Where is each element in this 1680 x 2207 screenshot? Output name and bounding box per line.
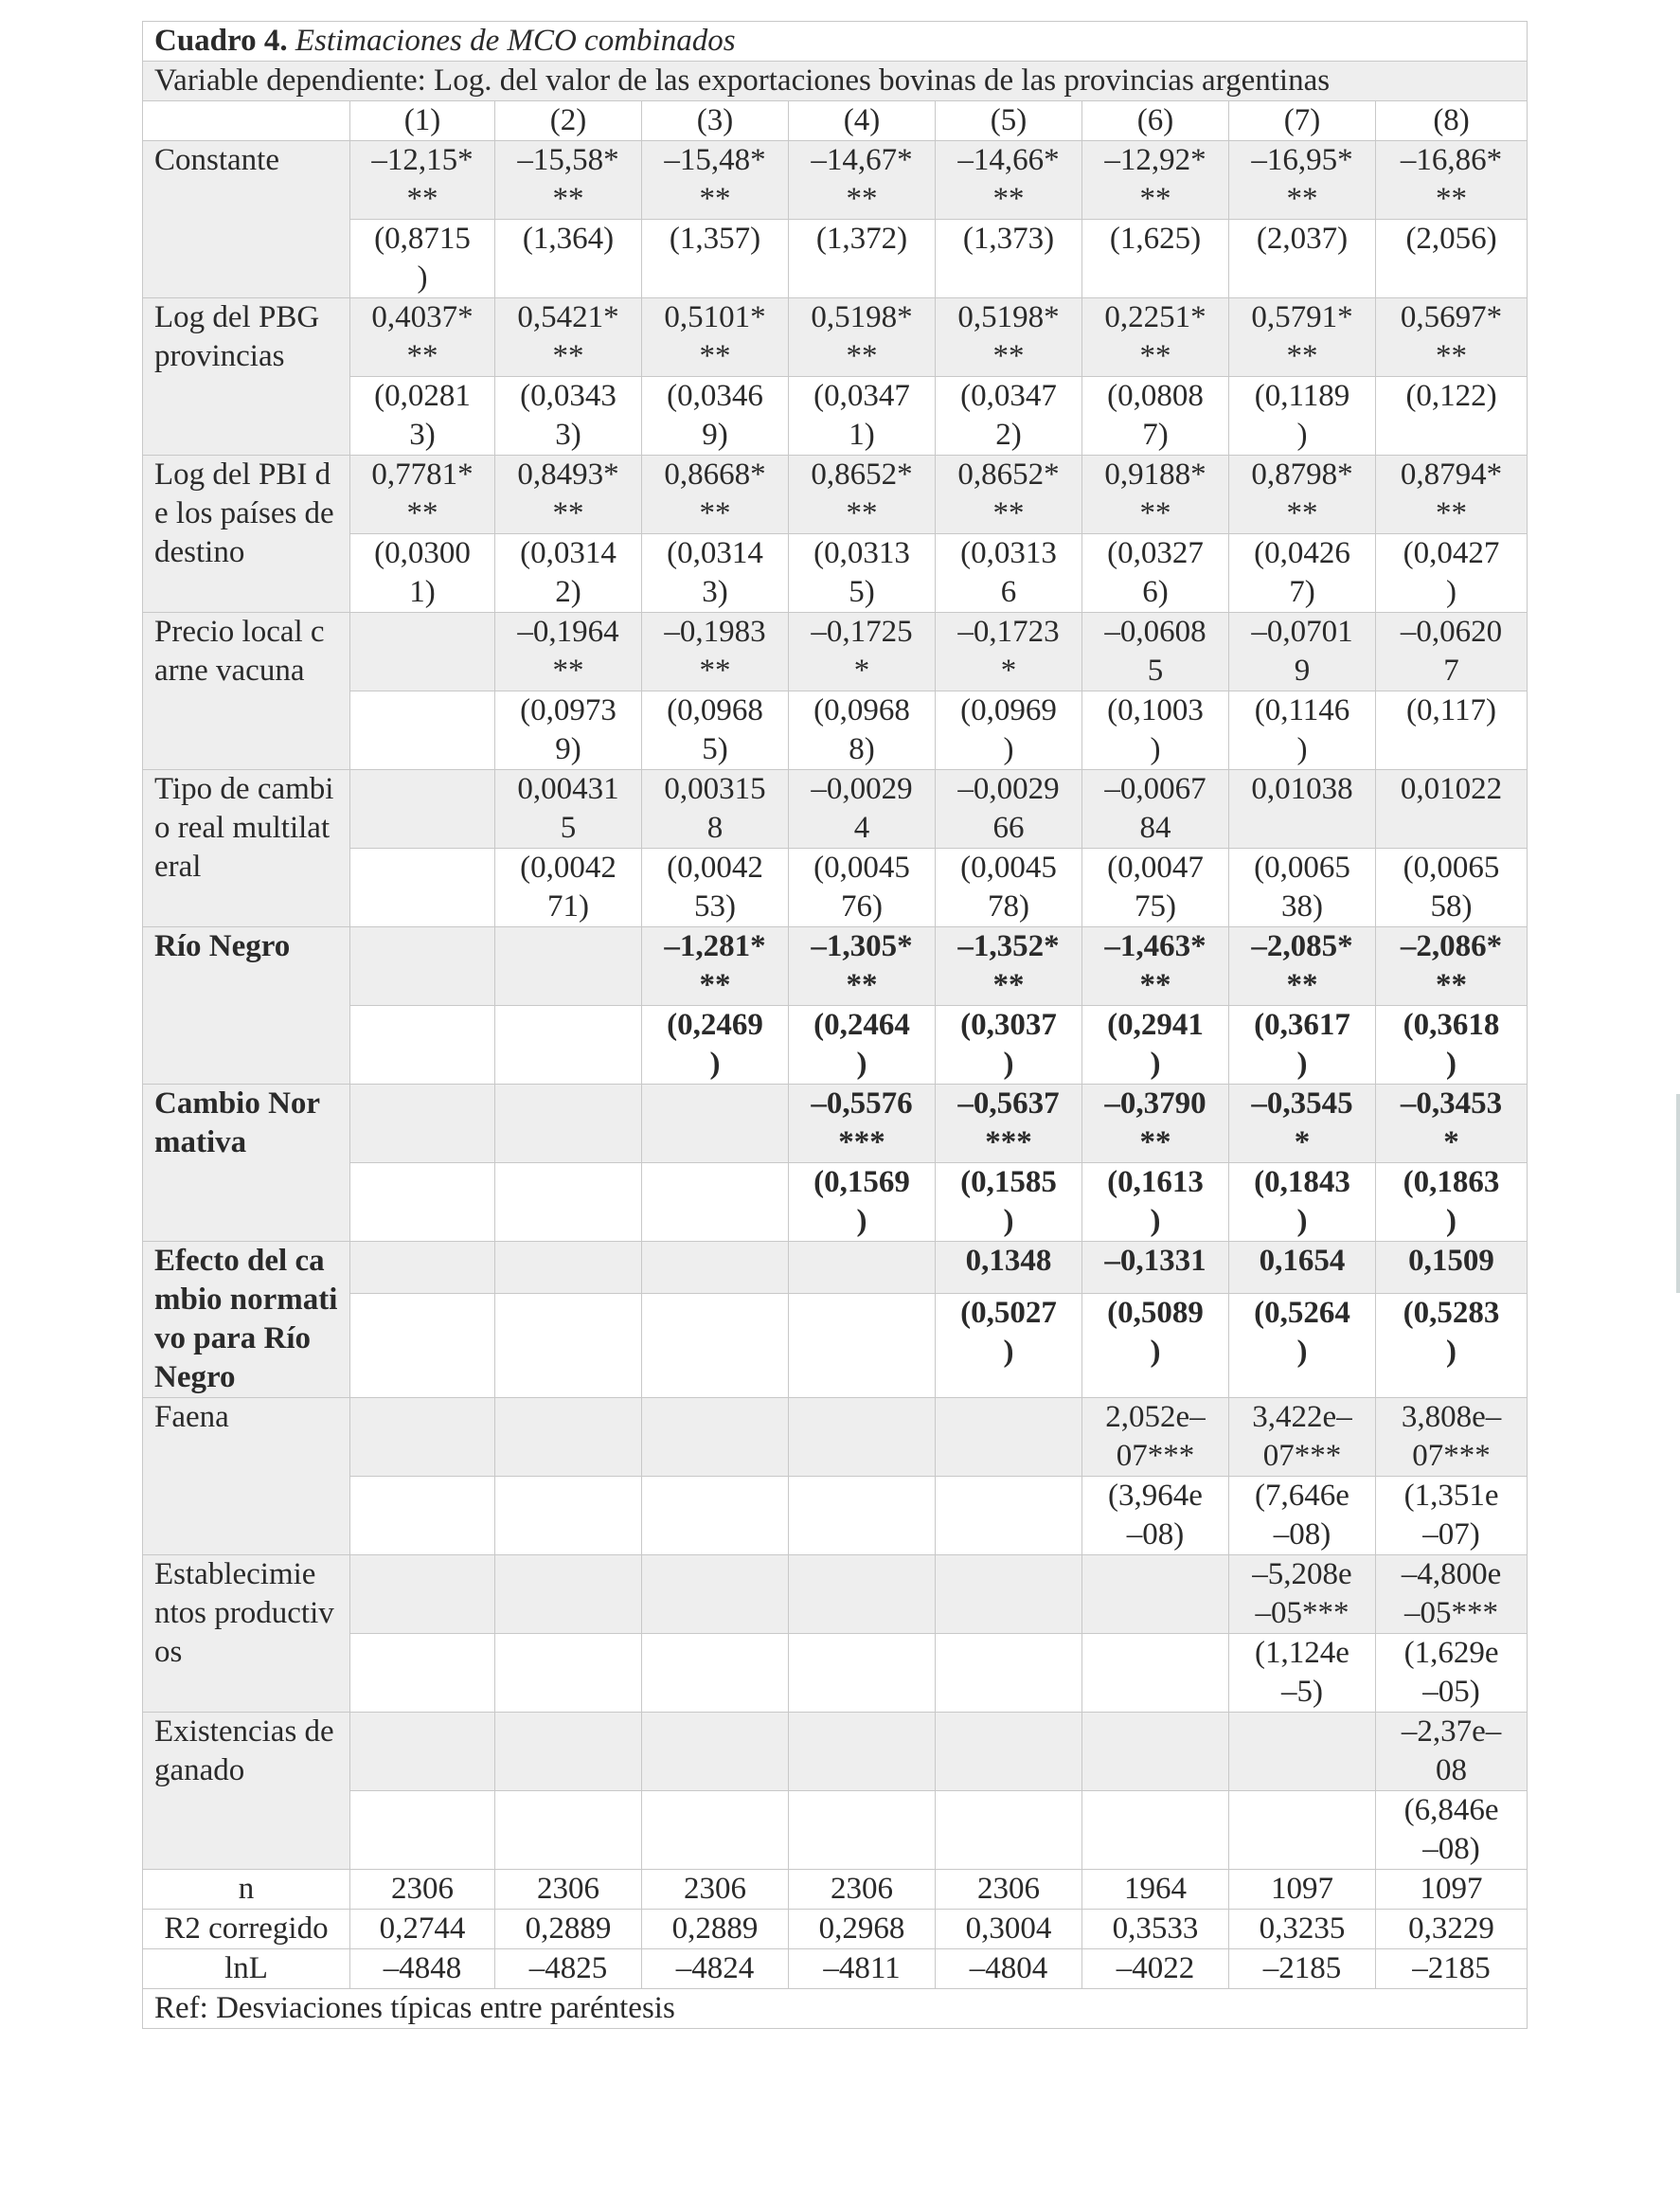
- stat-value: 0,3235: [1229, 1910, 1376, 1949]
- std-error-cell: (0,1843 ): [1229, 1163, 1376, 1242]
- std-error-row: [143, 1006, 1528, 1085]
- std-error-row: [143, 691, 1528, 770]
- row-label: Tipo de cambio real multilateral: [143, 770, 350, 927]
- std-error-cell: (0,3037 ): [936, 1006, 1082, 1085]
- std-error-cell: (7,646e –08): [1229, 1477, 1376, 1555]
- std-error-cell: [495, 1163, 642, 1242]
- coefficient-cell: [936, 1555, 1082, 1634]
- std-error-cell: (1,364): [495, 220, 642, 298]
- coefficient-row: [143, 613, 1528, 691]
- coefficient-cell: 0,5198* **: [789, 298, 936, 377]
- std-error-cell: (2,056): [1376, 220, 1528, 298]
- coefficient-cell: [789, 1713, 936, 1791]
- std-error-cell: (0,1189 ): [1229, 377, 1376, 456]
- coefficient-row: [143, 1085, 1528, 1163]
- std-error-cell: [495, 1294, 642, 1398]
- coefficient-cell: 3,422e– 07***: [1229, 1398, 1376, 1477]
- coefficient-row: [143, 927, 1528, 1006]
- std-error-row: [143, 1634, 1528, 1713]
- std-error-cell: [350, 691, 495, 770]
- stat-label: lnL: [143, 1949, 350, 1989]
- coefficient-cell: [495, 1085, 642, 1163]
- std-error-cell: [350, 1634, 495, 1713]
- std-error-row: [143, 220, 1528, 298]
- std-error-row: [143, 1791, 1528, 1870]
- std-error-cell: (0,3618 ): [1376, 1006, 1528, 1085]
- coefficient-row: [143, 298, 1528, 377]
- coefficient-cell: [642, 1085, 789, 1163]
- coefficient-cell: [642, 1713, 789, 1791]
- coefficient-cell: –4,800e –05***: [1376, 1555, 1528, 1634]
- coefficient-cell: 0,1654: [1229, 1242, 1376, 1294]
- coefficient-cell: 0,8652* **: [936, 456, 1082, 534]
- coefficient-row: [143, 1713, 1528, 1791]
- coefficient-cell: –0,0701 9: [1229, 613, 1376, 691]
- stat-label: R2 corregido: [143, 1910, 350, 1949]
- coefficient-cell: [642, 1555, 789, 1634]
- std-error-cell: (0,0973 9): [495, 691, 642, 770]
- coefficient-cell: [350, 1242, 495, 1294]
- std-error-cell: (0,0808 7): [1082, 377, 1229, 456]
- row-label: Río Negro: [143, 927, 350, 1085]
- std-error-cell: [350, 849, 495, 927]
- std-error-cell: (0,0045 78): [936, 849, 1082, 927]
- stat-value: 1964: [1082, 1870, 1229, 1910]
- stat-value: 0,2968: [789, 1910, 936, 1949]
- coefficient-cell: [495, 1713, 642, 1791]
- std-error-cell: [642, 1294, 789, 1398]
- std-error-cell: (0,0327 6): [1082, 534, 1229, 613]
- stat-value: 0,3004: [936, 1910, 1082, 1949]
- coefficient-cell: [350, 1713, 495, 1791]
- stat-value: 0,2744: [350, 1910, 495, 1949]
- column-header: (8): [1376, 101, 1528, 141]
- coefficient-cell: –0,0620 7: [1376, 613, 1528, 691]
- table-container: [142, 21, 1527, 2029]
- coefficient-cell: –1,281* **: [642, 927, 789, 1006]
- coefficient-cell: –0,3453 *: [1376, 1085, 1528, 1163]
- std-error-cell: (0,1569 ): [789, 1163, 936, 1242]
- coefficient-row: [143, 1398, 1528, 1477]
- coefficient-cell: 0,01038: [1229, 770, 1376, 849]
- stat-value: 0,2889: [495, 1910, 642, 1949]
- coefficient-cell: [495, 1555, 642, 1634]
- coefficient-cell: –2,37e– 08: [1376, 1713, 1528, 1791]
- table-footnote: Ref: Desviaciones típicas entre paréntesis: [143, 1989, 1528, 2029]
- coefficient-cell: 0,4037* **: [350, 298, 495, 377]
- coefficient-cell: [642, 1242, 789, 1294]
- coefficient-cell: –0,3790 **: [1082, 1085, 1229, 1163]
- coefficient-cell: –0,1983 **: [642, 613, 789, 691]
- std-error-cell: (0,0313 5): [789, 534, 936, 613]
- coefficient-cell: –0,1331: [1082, 1242, 1229, 1294]
- stat-value: 1097: [1229, 1870, 1376, 1910]
- std-error-cell: (0,0281 3): [350, 377, 495, 456]
- coefficient-cell: –2,086* **: [1376, 927, 1528, 1006]
- coefficient-cell: 0,1509: [1376, 1242, 1528, 1294]
- std-error-cell: [495, 1006, 642, 1085]
- stat-value: 2306: [642, 1870, 789, 1910]
- std-error-cell: [350, 1791, 495, 1870]
- std-error-cell: (0,0347 1): [789, 377, 936, 456]
- stat-row: [143, 1910, 1528, 1949]
- coefficient-row: [143, 1555, 1528, 1634]
- std-error-cell: [1229, 1791, 1376, 1870]
- std-error-cell: [495, 1477, 642, 1555]
- std-error-cell: (1,629e –05): [1376, 1634, 1528, 1713]
- std-error-cell: (6,846e –08): [1376, 1791, 1528, 1870]
- std-error-cell: [789, 1294, 936, 1398]
- std-error-cell: (0,0427 ): [1376, 534, 1528, 613]
- coefficient-cell: [789, 1555, 936, 1634]
- std-error-cell: (0,0314 3): [642, 534, 789, 613]
- std-error-cell: (0,0042 53): [642, 849, 789, 927]
- coefficient-cell: 0,5198* **: [936, 298, 1082, 377]
- stat-value: 0,2889: [642, 1910, 789, 1949]
- std-error-cell: (0,0313 6: [936, 534, 1082, 613]
- column-header: (5): [936, 101, 1082, 141]
- coefficient-cell: –0,0029 4: [789, 770, 936, 849]
- std-error-cell: [495, 1634, 642, 1713]
- std-error-cell: (0,1146 ): [1229, 691, 1376, 770]
- coefficient-cell: 0,8794* **: [1376, 456, 1528, 534]
- row-label: Log del PBG provincias: [143, 298, 350, 456]
- coefficient-cell: –0,3545 *: [1229, 1085, 1376, 1163]
- stat-value: 2306: [936, 1870, 1082, 1910]
- std-error-cell: [350, 1006, 495, 1085]
- coefficient-cell: [789, 1242, 936, 1294]
- row-label: Existencias de ganado: [143, 1713, 350, 1870]
- coefficient-cell: [350, 1085, 495, 1163]
- column-header: (3): [642, 101, 789, 141]
- coefficient-cell: –15,58* **: [495, 141, 642, 220]
- coefficient-cell: 0,8798* **: [1229, 456, 1376, 534]
- std-error-cell: (1,372): [789, 220, 936, 298]
- coefficient-cell: –12,92* **: [1082, 141, 1229, 220]
- std-error-cell: [936, 1634, 1082, 1713]
- coefficient-cell: –1,305* **: [789, 927, 936, 1006]
- coefficient-cell: [1229, 1713, 1376, 1791]
- coefficient-cell: [789, 1398, 936, 1477]
- std-error-row: [143, 534, 1528, 613]
- row-label: Constante: [143, 141, 350, 298]
- column-header: (4): [789, 101, 936, 141]
- stat-value: –4825: [495, 1949, 642, 1989]
- coefficient-cell: 0,7781* **: [350, 456, 495, 534]
- coefficient-cell: –0,1725 *: [789, 613, 936, 691]
- row-label: Faena: [143, 1398, 350, 1555]
- std-error-cell: [936, 1791, 1082, 1870]
- estimates-table: [142, 21, 1528, 2029]
- row-label: Precio local carne vacuna: [143, 613, 350, 770]
- std-error-row: [143, 1294, 1528, 1398]
- column-header-row: [143, 101, 1528, 141]
- coefficient-cell: [642, 1398, 789, 1477]
- coefficient-cell: 0,00315 8: [642, 770, 789, 849]
- stat-label: n: [143, 1870, 350, 1910]
- std-error-cell: [789, 1477, 936, 1555]
- std-error-cell: (0,1585 ): [936, 1163, 1082, 1242]
- stat-value: –4804: [936, 1949, 1082, 1989]
- std-error-cell: (0,0047 75): [1082, 849, 1229, 927]
- coefficient-cell: –12,15* **: [350, 141, 495, 220]
- stat-value: 2306: [789, 1870, 936, 1910]
- caption-title: Estimaciones de MCO combinados: [295, 24, 736, 58]
- std-error-cell: [789, 1634, 936, 1713]
- coefficient-cell: [1082, 1713, 1229, 1791]
- coefficient-cell: [350, 1398, 495, 1477]
- coefficient-cell: 0,2251* **: [1082, 298, 1229, 377]
- std-error-cell: [350, 1163, 495, 1242]
- std-error-cell: [1082, 1634, 1229, 1713]
- row-label: Cambio Normativa: [143, 1085, 350, 1242]
- std-error-cell: (0,2464 ): [789, 1006, 936, 1085]
- coefficient-cell: 2,052e– 07***: [1082, 1398, 1229, 1477]
- coefficient-row: [143, 456, 1528, 534]
- coefficient-cell: –0,1964 **: [495, 613, 642, 691]
- std-error-cell: (0,0065 38): [1229, 849, 1376, 927]
- column-header: (1): [350, 101, 495, 141]
- stat-value: 0,3533: [1082, 1910, 1229, 1949]
- table-body: [143, 22, 1528, 2029]
- stat-row: [143, 1949, 1528, 1989]
- std-error-cell: (0,0065 58): [1376, 849, 1528, 927]
- coefficient-cell: [350, 927, 495, 1006]
- std-error-cell: (1,373): [936, 220, 1082, 298]
- coefficient-cell: –1,352* **: [936, 927, 1082, 1006]
- coefficient-cell: –0,5576 ***: [789, 1085, 936, 1163]
- std-error-cell: (0,0045 76): [789, 849, 936, 927]
- std-error-cell: [1082, 1791, 1229, 1870]
- coefficient-cell: –1,463* **: [1082, 927, 1229, 1006]
- coefficient-cell: 0,5791* **: [1229, 298, 1376, 377]
- std-error-cell: (0,5283 ): [1376, 1294, 1528, 1398]
- std-error-cell: [642, 1634, 789, 1713]
- coefficient-cell: [350, 1555, 495, 1634]
- header-corner: [143, 101, 350, 141]
- std-error-cell: (0,0968 5): [642, 691, 789, 770]
- page-edge-mark: [1676, 1094, 1680, 1293]
- std-error-cell: (0,5264 ): [1229, 1294, 1376, 1398]
- std-error-row: [143, 1163, 1528, 1242]
- std-error-cell: (0,0426 7): [1229, 534, 1376, 613]
- stat-value: 2306: [350, 1870, 495, 1910]
- std-error-cell: (1,351e –07): [1376, 1477, 1528, 1555]
- coefficient-cell: [495, 1242, 642, 1294]
- stat-value: –4811: [789, 1949, 936, 1989]
- std-error-cell: [350, 1477, 495, 1555]
- std-error-cell: (0,0969 ): [936, 691, 1082, 770]
- coefficient-cell: 0,5697* **: [1376, 298, 1528, 377]
- coefficient-cell: 0,8652* **: [789, 456, 936, 534]
- coefficient-row: [143, 1242, 1528, 1294]
- std-error-cell: (0,0042 71): [495, 849, 642, 927]
- coefficient-cell: –5,208e –05***: [1229, 1555, 1376, 1634]
- std-error-cell: (0,3617 ): [1229, 1006, 1376, 1085]
- std-error-cell: (0,0314 2): [495, 534, 642, 613]
- coefficient-cell: –0,1723 *: [936, 613, 1082, 691]
- std-error-cell: (0,0343 3): [495, 377, 642, 456]
- std-error-cell: (0,5089 ): [1082, 1294, 1229, 1398]
- std-error-cell: [642, 1477, 789, 1555]
- coefficient-cell: –14,67* **: [789, 141, 936, 220]
- std-error-cell: (0,117): [1376, 691, 1528, 770]
- std-error-cell: (1,124e –5): [1229, 1634, 1376, 1713]
- coefficient-cell: 3,808e– 07***: [1376, 1398, 1528, 1477]
- row-label: Efecto del cambio normativo para Río Negro: [143, 1242, 350, 1398]
- coefficient-cell: 0,5101* **: [642, 298, 789, 377]
- row-label: Establecimie ntos productivos: [143, 1555, 350, 1713]
- coefficient-cell: 0,01022: [1376, 770, 1528, 849]
- std-error-cell: (0,8715 ): [350, 220, 495, 298]
- std-error-cell: [789, 1791, 936, 1870]
- coefficient-cell: [936, 1713, 1082, 1791]
- table-caption: [143, 22, 1528, 62]
- std-error-cell: (0,5027 ): [936, 1294, 1082, 1398]
- coefficient-cell: 0,8493* **: [495, 456, 642, 534]
- column-header: (7): [1229, 101, 1376, 141]
- coefficient-cell: 0,1348: [936, 1242, 1082, 1294]
- coefficient-cell: –0,0067 84: [1082, 770, 1229, 849]
- std-error-cell: (0,0347 2): [936, 377, 1082, 456]
- stat-value: 2306: [495, 1870, 642, 1910]
- coefficient-row: [143, 141, 1528, 220]
- coefficient-cell: –0,0029 66: [936, 770, 1082, 849]
- stat-value: –2185: [1376, 1949, 1528, 1989]
- coefficient-cell: –16,86* **: [1376, 141, 1528, 220]
- std-error-cell: (0,1613 ): [1082, 1163, 1229, 1242]
- std-error-row: [143, 849, 1528, 927]
- coefficient-cell: –15,48* **: [642, 141, 789, 220]
- coefficient-cell: –14,66* **: [936, 141, 1082, 220]
- std-error-row: [143, 1477, 1528, 1555]
- column-header: (2): [495, 101, 642, 141]
- std-error-cell: (0,1863 ): [1376, 1163, 1528, 1242]
- coefficient-cell: 0,8668* **: [642, 456, 789, 534]
- coefficient-row: [143, 770, 1528, 849]
- coefficient-cell: –16,95* **: [1229, 141, 1376, 220]
- row-label: Log del PBI de los países de destino: [143, 456, 350, 613]
- std-error-cell: (2,037): [1229, 220, 1376, 298]
- table-subtitle: Variable dependiente: Log. del valor de las exportaciones bovinas de las provincias argentinas: [143, 62, 1528, 101]
- std-error-cell: (0,0346 9): [642, 377, 789, 456]
- stat-value: –2185: [1229, 1949, 1376, 1989]
- std-error-cell: (0,0968 8): [789, 691, 936, 770]
- std-error-cell: (0,1003 ): [1082, 691, 1229, 770]
- std-error-cell: [642, 1163, 789, 1242]
- coefficient-cell: [1082, 1555, 1229, 1634]
- stat-value: –4848: [350, 1949, 495, 1989]
- std-error-cell: [350, 1294, 495, 1398]
- std-error-cell: (3,964e –08): [1082, 1477, 1229, 1555]
- coefficient-cell: 0,9188* **: [1082, 456, 1229, 534]
- stat-value: 0,3229: [1376, 1910, 1528, 1949]
- std-error-cell: [495, 1791, 642, 1870]
- caption-label: Cuadro 4.: [154, 24, 288, 58]
- coefficient-cell: [495, 1398, 642, 1477]
- stat-value: –4022: [1082, 1949, 1229, 1989]
- stat-row: [143, 1870, 1528, 1910]
- coefficient-cell: [350, 770, 495, 849]
- column-header: (6): [1082, 101, 1229, 141]
- std-error-cell: (0,0300 1): [350, 534, 495, 613]
- stat-value: 1097: [1376, 1870, 1528, 1910]
- std-error-cell: [936, 1477, 1082, 1555]
- std-error-cell: (1,357): [642, 220, 789, 298]
- coefficient-cell: [495, 927, 642, 1006]
- coefficient-cell: 0,5421* **: [495, 298, 642, 377]
- coefficient-cell: [350, 613, 495, 691]
- coefficient-cell: 0,00431 5: [495, 770, 642, 849]
- std-error-cell: (0,2469 ): [642, 1006, 789, 1085]
- std-error-cell: (0,122): [1376, 377, 1528, 456]
- std-error-row: [143, 377, 1528, 456]
- std-error-cell: (0,2941 ): [1082, 1006, 1229, 1085]
- coefficient-cell: –0,0608 5: [1082, 613, 1229, 691]
- coefficient-cell: –0,5637 ***: [936, 1085, 1082, 1163]
- coefficient-cell: [936, 1398, 1082, 1477]
- std-error-cell: [642, 1791, 789, 1870]
- coefficient-cell: –2,085* **: [1229, 927, 1376, 1006]
- std-error-cell: (1,625): [1082, 220, 1229, 298]
- stat-value: –4824: [642, 1949, 789, 1989]
